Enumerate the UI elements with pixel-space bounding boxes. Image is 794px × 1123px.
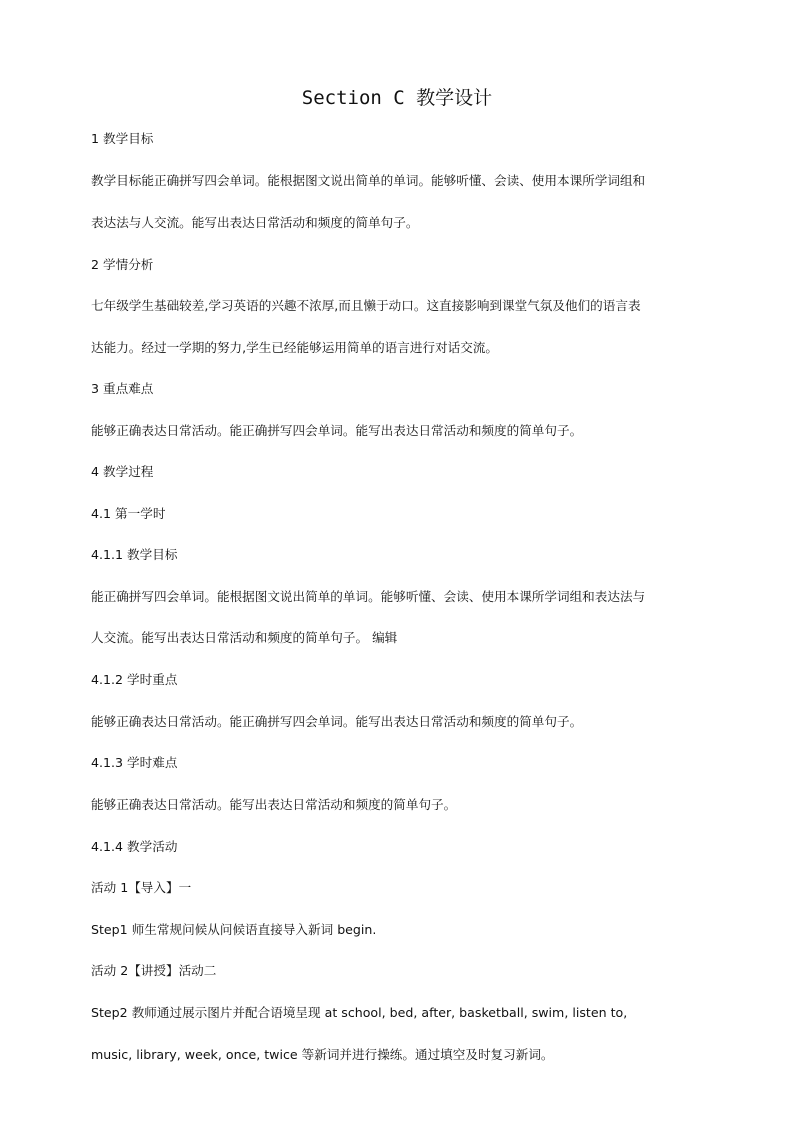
document-title: Section C 教学设计 <box>301 87 493 109</box>
subsection-heading-period-goals: 4.1.1 教学目标 <box>91 547 178 562</box>
activity-heading: 活动 2【讲授】活动二 <box>91 963 217 978</box>
paragraph-line: 能正确拼写四会单词。能根据图文说出简单的单词。能够听懂、会读、使用本课所学词组和表达法与 <box>91 589 646 604</box>
paragraph-line: 达能力。经过一学期的努力,学生已经能够运用简单的语言进行对话交流。 <box>91 340 499 355</box>
paragraph-line: 能够正确表达日常活动。能正确拼写四会单词。能写出表达日常活动和频度的简单句子。 <box>91 714 583 729</box>
section-heading-key-points: 3 重点难点 <box>91 381 154 396</box>
subsection-heading-period-key-points: 4.1.2 学时重点 <box>91 672 178 687</box>
paragraph-line: 人交流。能写出表达日常活动和频度的简单句子。 编辑 <box>91 630 398 645</box>
subsection-heading-activities: 4.1.4 教学活动 <box>91 839 178 854</box>
paragraph-line: Step2 教师通过展示图片并配合语境呈现 at school, bed, after, basketball, swim, listen to, <box>91 1005 628 1020</box>
activity-heading: 活动 1【导入】一 <box>91 880 192 895</box>
paragraph-line: music, library, week, once, twice 等新词并进行操练。通过填空及时复习新词。 <box>91 1047 554 1062</box>
subsection-heading-first-period: 4.1 第一学时 <box>91 506 166 521</box>
section-heading-goals: 1 教学目标 <box>91 131 154 146</box>
paragraph-line: 能够正确表达日常活动。能写出表达日常活动和频度的简单句子。 <box>91 797 457 812</box>
paragraph-line: 教学目标能正确拼写四会单词。能根据图文说出简单的单词。能够听懂、会读、使用本课所学词组和 <box>91 173 646 188</box>
paragraph-line: Step1 师生常规问候从问候语直接导入新词 begin. <box>91 922 377 937</box>
paragraph-line: 七年级学生基础较差,学习英语的兴趣不浓厚,而且懒于动口。这直接影响到课堂气氛及他们的语言表 <box>91 298 641 313</box>
paragraph-line: 表达法与人交流。能写出表达日常活动和频度的简单句子。 <box>91 215 419 230</box>
section-heading-learner-analysis: 2 学情分析 <box>91 257 154 272</box>
section-heading-process: 4 教学过程 <box>91 464 154 479</box>
subsection-heading-period-difficulties: 4.1.3 学时难点 <box>91 755 178 770</box>
paragraph-line: 能够正确表达日常活动。能正确拼写四会单词。能写出表达日常活动和频度的简单句子。 <box>91 423 583 438</box>
